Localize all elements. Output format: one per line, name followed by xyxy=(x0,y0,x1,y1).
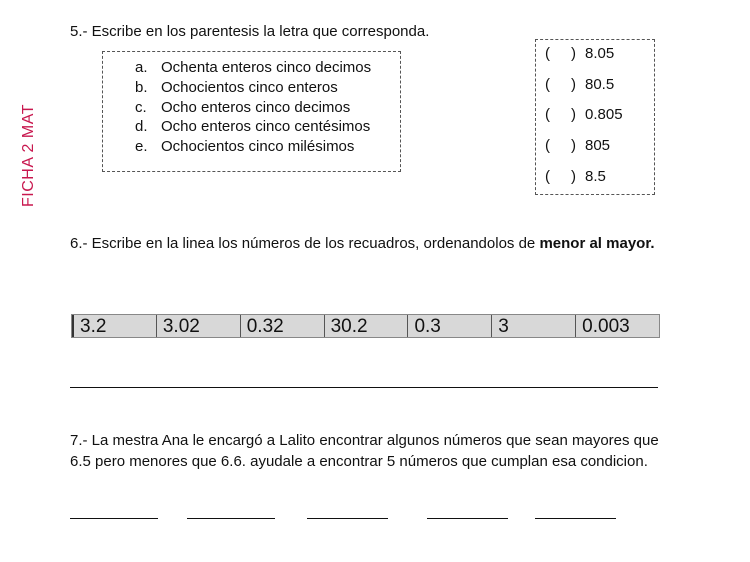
question-5-title: 5.- Escribe en los parentesis la letra que corresponda. xyxy=(70,23,430,40)
answer-row-1 xyxy=(545,45,614,62)
answer-row-2 xyxy=(545,76,614,93)
answer-blank-3[interactable] xyxy=(307,518,388,519)
answer-value: 8.05 xyxy=(585,45,615,62)
option-c xyxy=(135,98,371,118)
side-label: FICHA 2 MAT xyxy=(20,104,37,207)
answer-blank-4[interactable] xyxy=(427,518,508,519)
answers-box xyxy=(535,39,655,195)
option-text: Ocho enteros cinco centésimos xyxy=(161,118,371,136)
number-cell: 3.2 xyxy=(72,315,156,337)
answer-blank-5[interactable] xyxy=(535,518,616,519)
answer-blank-open[interactable]: ( xyxy=(545,137,550,154)
number-cell: 3.02 xyxy=(156,315,240,337)
answer-blank-2[interactable] xyxy=(187,518,275,519)
answer-blank-open[interactable]: ( xyxy=(545,106,550,123)
answer-blank-open[interactable]: ( xyxy=(545,45,550,62)
question-6-emphasis: menor al mayor. xyxy=(539,235,655,252)
ordering-answer-line[interactable] xyxy=(70,387,658,388)
option-text: Ocho enteros cinco decimos xyxy=(161,98,351,116)
question-7-title: 7.- La mestra Ana le encargó a Lalito encontrar algunos números que sean mayores que 6.5 pero menores que 6.6. ayudale a encontrar 5 números que cumplan esa condicion. xyxy=(70,432,659,470)
option-text: Ochocientos cinco milésimos xyxy=(161,138,355,156)
answer-blank-close: ) xyxy=(571,168,576,185)
options-list xyxy=(135,58,371,157)
number-cell: 0.003 xyxy=(575,315,659,337)
number-cell: 3 xyxy=(491,315,575,337)
option-b xyxy=(135,78,371,98)
answer-row-3 xyxy=(545,106,623,123)
number-cell: 0.32 xyxy=(240,315,324,337)
option-letter: b. xyxy=(135,78,148,96)
option-text: Ochenta enteros cinco decimos xyxy=(161,59,372,76)
answer-blank-close: ) xyxy=(571,137,576,154)
answer-value: 8.5 xyxy=(585,168,606,185)
answer-value: 80.5 xyxy=(585,76,615,93)
option-letter: a. xyxy=(135,59,148,76)
number-cell: 0.3 xyxy=(407,315,491,337)
option-a xyxy=(135,58,371,78)
option-d xyxy=(135,117,371,137)
option-letter: d. xyxy=(135,118,148,136)
answer-row-5 xyxy=(545,168,606,185)
option-text: Ochocientos cinco enteros xyxy=(161,78,338,96)
question-6-title xyxy=(70,233,680,254)
option-e xyxy=(135,137,371,157)
answer-value: 805 xyxy=(585,137,611,154)
answer-blank-close: ) xyxy=(571,76,576,93)
answer-blank-open[interactable]: ( xyxy=(545,76,550,93)
option-letter: e. xyxy=(135,138,148,156)
numbers-strip xyxy=(71,314,660,338)
options-box xyxy=(102,51,401,172)
answer-blank-1[interactable] xyxy=(70,518,158,519)
question-6-text: 6.- Escribe en la linea los números de los recuadros, ordenandolos de xyxy=(70,235,540,252)
answer-row-4 xyxy=(545,137,610,154)
answer-blank-open[interactable]: ( xyxy=(545,168,550,185)
option-letter: c. xyxy=(135,98,147,116)
answer-blank-close: ) xyxy=(571,106,576,123)
answer-blank-close: ) xyxy=(571,45,576,62)
answer-value: 0.805 xyxy=(585,106,623,123)
number-cell: 30.2 xyxy=(324,315,408,337)
